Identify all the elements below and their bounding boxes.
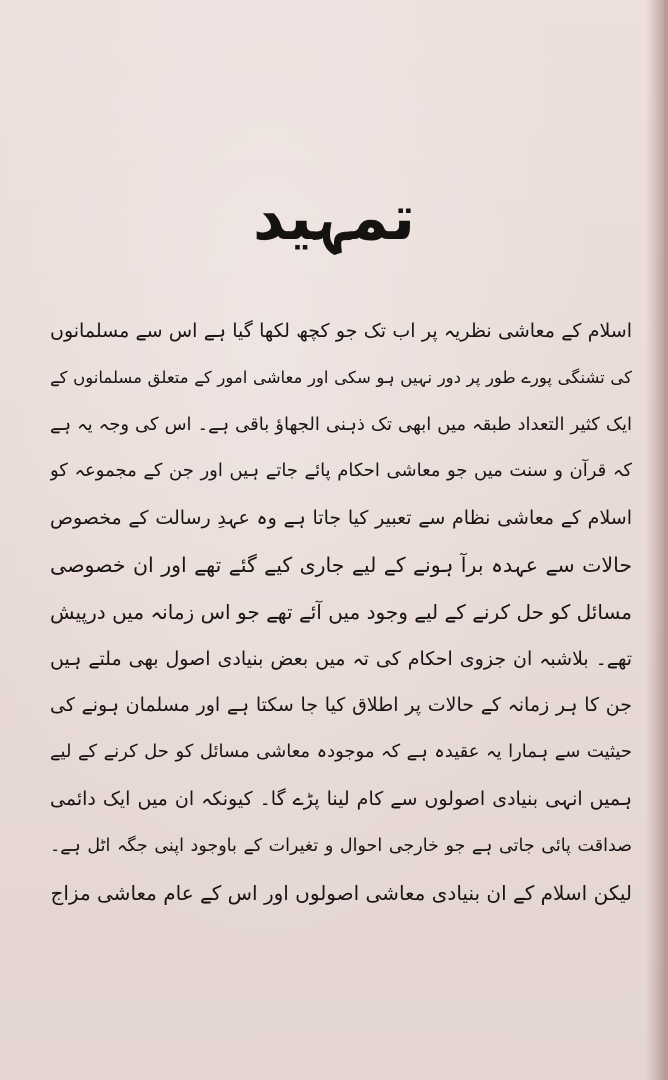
text-line: ہمیں انہی بنیادی اصولوں سے کام لینا پڑے گا۔ کیونکہ ان میں ایک دائمی	[50, 787, 632, 810]
text-line: مسائل کو حل کرنے کے لیے وجود میں آئے تھے جو اس زمانہ میں درپیش	[50, 599, 632, 624]
text-line: اسلام کے معاشی نظریہ پر اب تک جو کچھ لکھا گیا ہے اس سے مسلمانوں	[50, 320, 632, 342]
text-line: لیکن اسلام کے ان بنیادی معاشی اصولوں اور اس کے عام معاشی مزاج	[50, 880, 632, 905]
page-edge	[664, 0, 668, 1080]
text-line: جن کا ہر زمانہ کے حالات پر اطلاق کیا جا سکتا ہے اور مسلمان ہونے کی	[50, 694, 632, 717]
body-text	[50, 308, 632, 916]
text-line: ایک کثیر التعداد طبقہ میں ابھی تک ذہنی الجھاؤ باقی ہے۔ اس کی وجہ یہ ہے	[50, 413, 632, 435]
text-line: کہ قرآن و سنت میں جو معاشی احکام پائے جاتے ہیں اور جن کے مجموعہ کو	[50, 460, 632, 482]
text-line: حیثیت سے ہمارا یہ عقیدہ ہے کہ موجودہ معاشی مسائل کو حل کرنے کے لیے	[50, 741, 632, 763]
text-line: صداقت پائی جاتی ہے جو خارجی احوال و تغیرات کے باوجود اپنی جگہ اٹل ہے۔	[50, 835, 632, 856]
text-line: اسلام کے معاشی نظام سے تعبیر کیا جاتا ہے وہ عہدِ رسالت کے مخصوص	[50, 507, 632, 530]
chapter-heading: تمہید	[252, 181, 416, 254]
text-line: کی تشنگی پورے طور پر دور نہیں ہو سکی اور معاشی امور کے متعلق مسلمانوں کے	[50, 367, 632, 387]
text-line: تھے۔ بلاشبہ ان جزوی احکام کی تہ میں بعض بنیادی اصول بھی ملتے ہیں	[50, 647, 632, 670]
text-line: حالات سے عہدہ برآ ہونے کے لیے جاری کیے گئے تھے اور ان خصوصی	[50, 552, 632, 577]
